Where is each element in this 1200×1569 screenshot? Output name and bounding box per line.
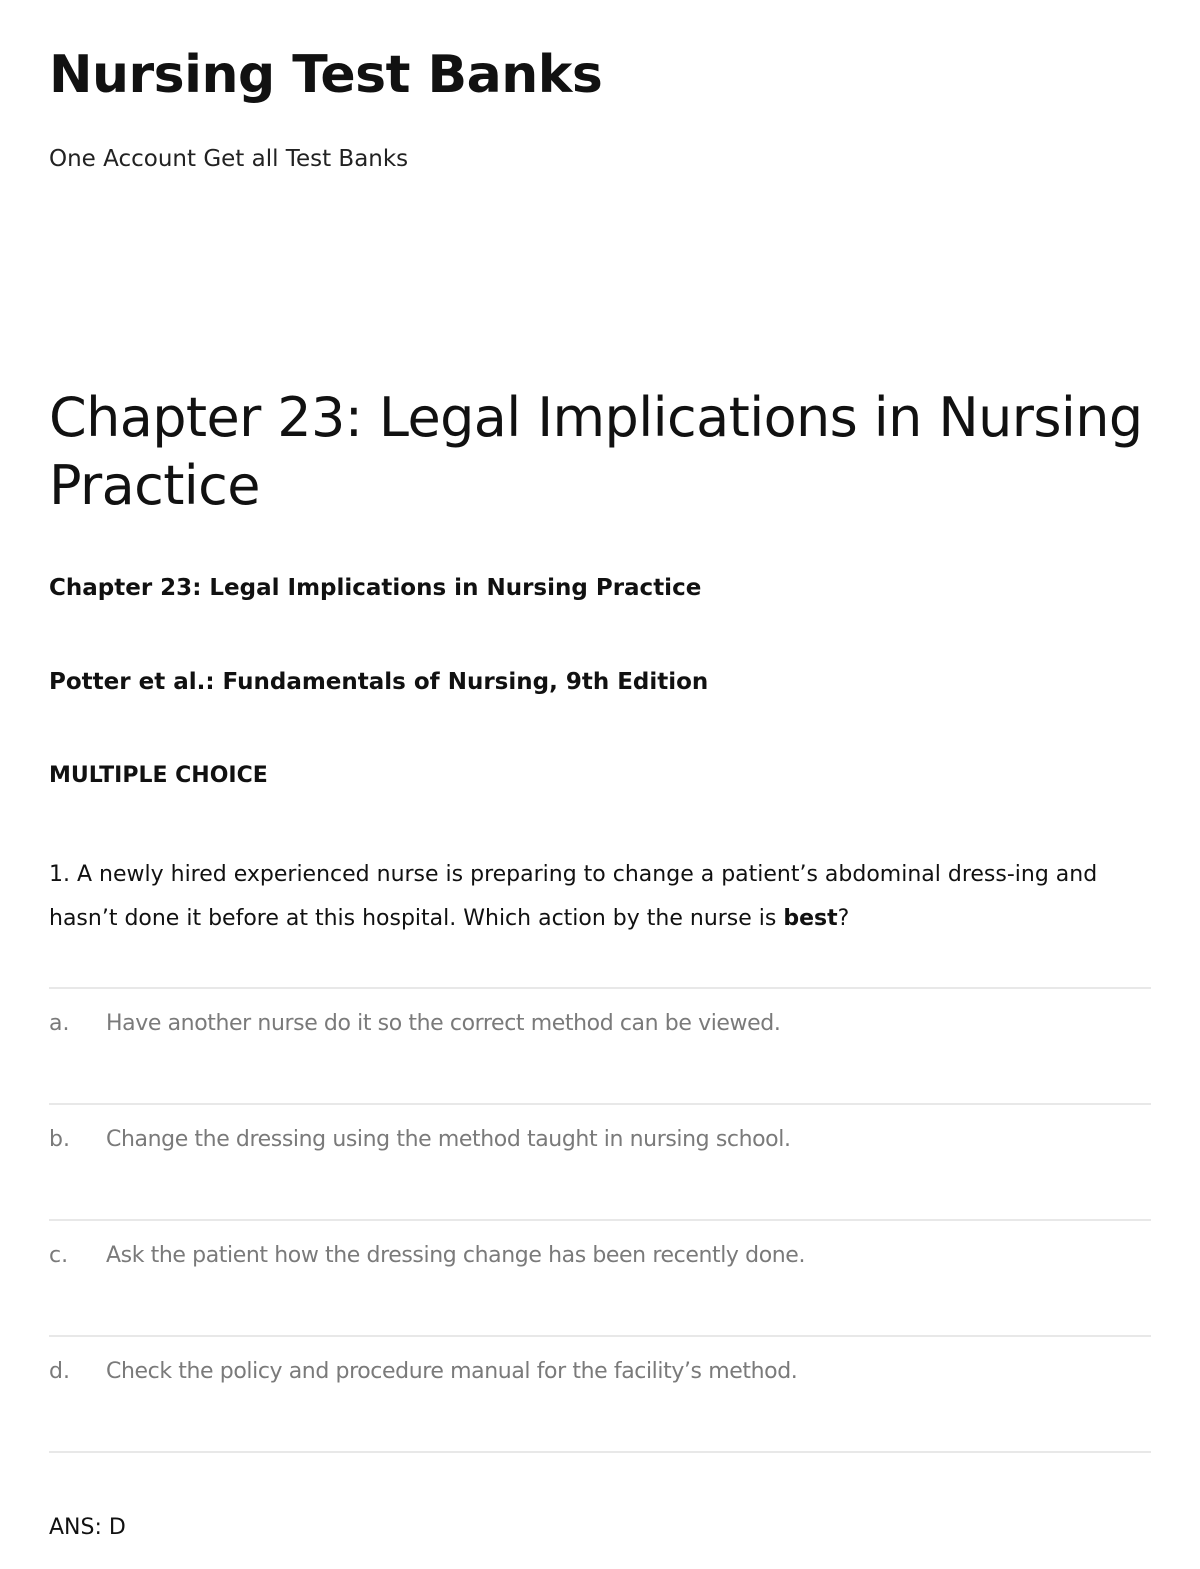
- post-title: Chapter 23: Legal Implications in Nursing Practice: [49, 386, 1143, 517]
- question-emphasis: best: [783, 906, 838, 931]
- question-prefix: 1. A newly hired experienced nurse is preparing to change a patient’s abdominal dress-ing and hasn’t done it before at this hospital. Which action by the nurse is: [49, 862, 1098, 931]
- option-row-d: [49, 1335, 1151, 1451]
- option-text: Check the policy and procedure manual for the facility’s method.: [106, 1359, 798, 1384]
- options-bottom-divider: [49, 1451, 1151, 1453]
- answer-line: ANS: D: [49, 1515, 126, 1540]
- source-line: Potter et al.: Fundamentals of Nursing, 9th Edition: [49, 669, 709, 695]
- question-suffix: ?: [837, 906, 850, 931]
- option-text: Ask the patient how the dressing change has been recently done.: [106, 1243, 806, 1268]
- option-row-c: [49, 1219, 1151, 1335]
- site-tagline: One Account Get all Test Banks: [49, 146, 409, 172]
- option-text: Have another nurse do it so the correct method can be viewed.: [106, 1011, 781, 1036]
- question-text: [49, 853, 1151, 941]
- option-row-b: [49, 1103, 1151, 1219]
- answer-options: [49, 987, 1151, 1453]
- option-letter: b.: [49, 1127, 70, 1152]
- section-heading: MULTIPLE CHOICE: [49, 763, 268, 788]
- site-title[interactable]: Nursing Test Banks: [49, 45, 603, 105]
- chapter-line: Chapter 23: Legal Implications in Nursing Practice: [49, 575, 702, 601]
- option-row-a: [49, 987, 1151, 1103]
- option-letter: a.: [49, 1011, 70, 1036]
- option-letter: d.: [49, 1359, 70, 1384]
- option-text: Change the dressing using the method taught in nursing school.: [106, 1127, 791, 1152]
- option-letter: c.: [49, 1243, 69, 1268]
